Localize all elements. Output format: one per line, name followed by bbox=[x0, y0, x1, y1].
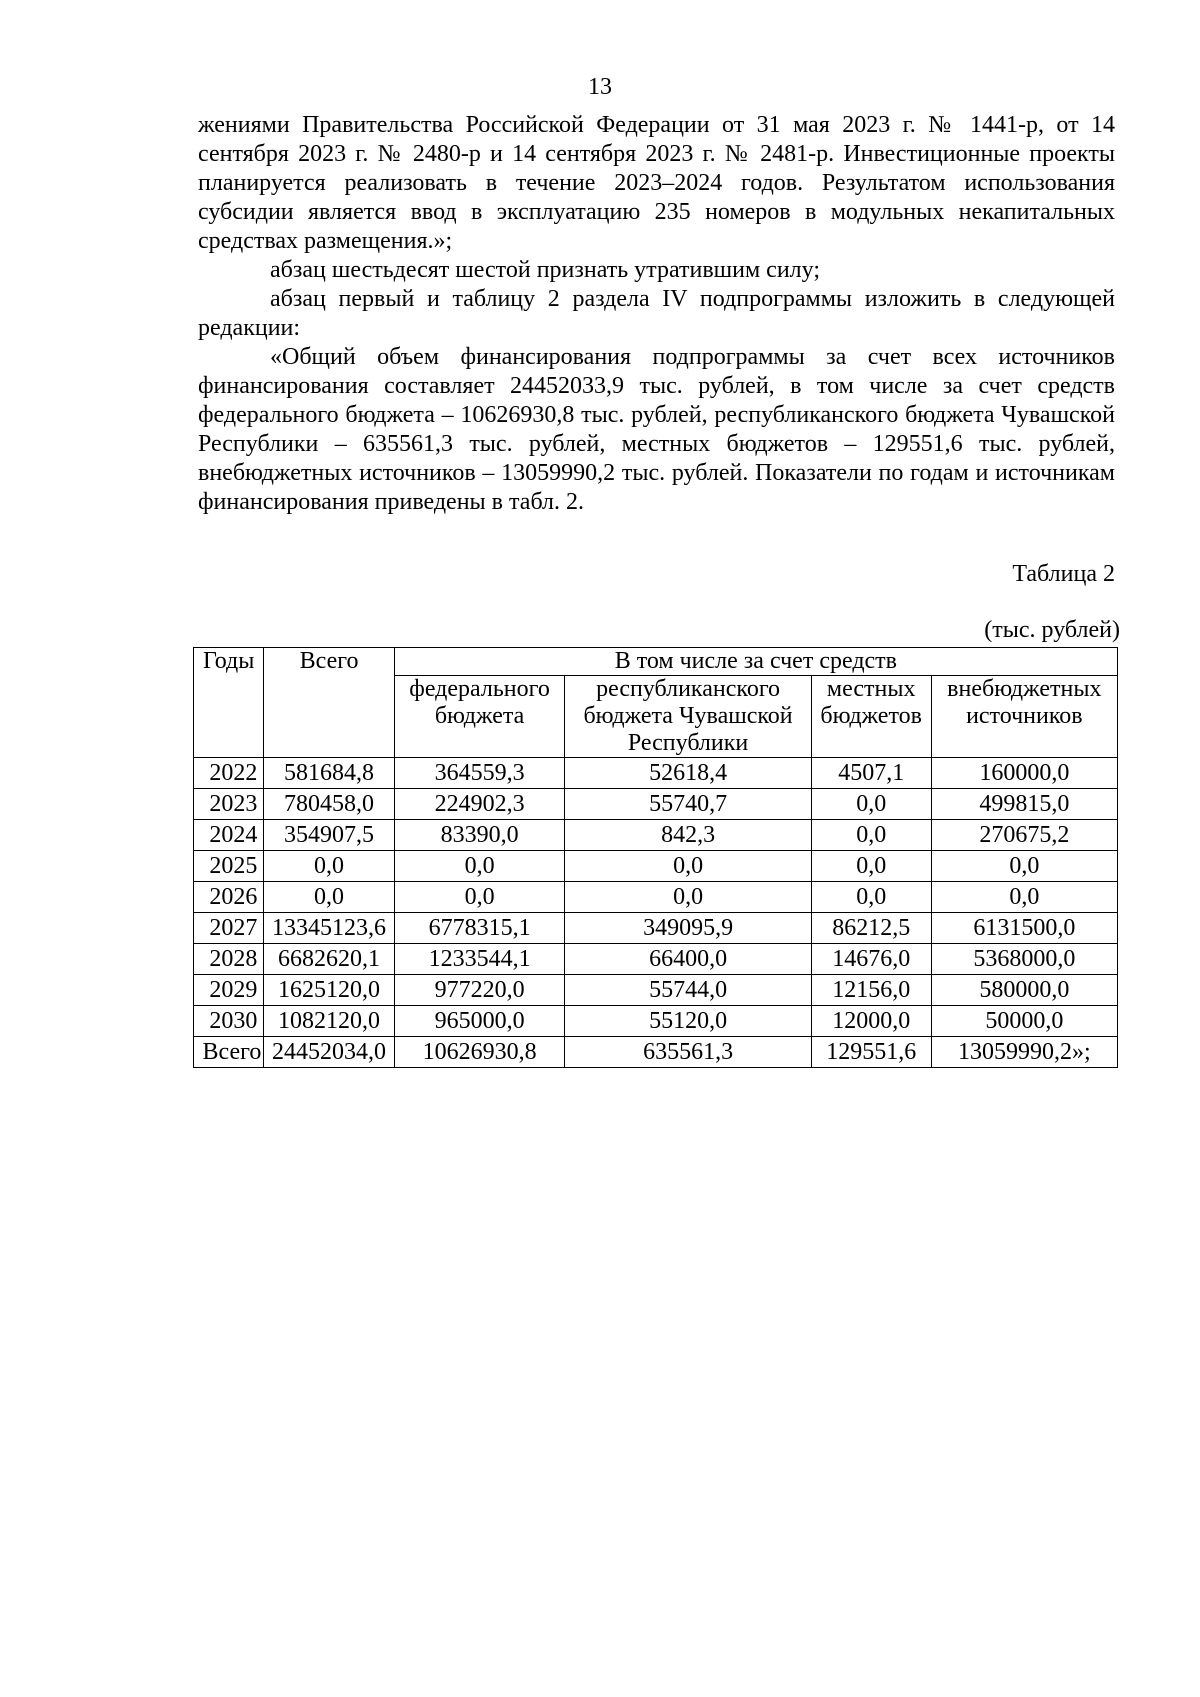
cell-local: 0,0 bbox=[811, 820, 931, 851]
cell-total: 780458,0 bbox=[264, 789, 394, 820]
cell-total: 354907,5 bbox=[264, 820, 394, 851]
cell-year: 2030 bbox=[194, 1006, 264, 1037]
cell-total: 1082120,0 bbox=[264, 1006, 394, 1037]
table-body bbox=[194, 758, 1118, 1068]
table-row bbox=[194, 882, 1118, 913]
paragraph: жениями Правительства Российской Федерации от 31 мая 2023 г. № 1441-р, от 14 сентября 2023 г. № 2480-р и 14 сентября 2023 г. № 2481-р. Инвестиционные проекты планируется реализовать в течение 2023–2024 годов. Результатом использования субсидии является ввод в эксплуатацию 235 номеров в модульных некапитальных средствах размещения.»; bbox=[198, 112, 1115, 254]
cell-federal: 1233544,1 bbox=[394, 944, 565, 975]
cell-year: 2024 bbox=[194, 820, 264, 851]
header-federal: федерального бюджета bbox=[394, 676, 565, 758]
cell-local: 4507,1 bbox=[811, 758, 931, 789]
header-funding-group: В том числе за счет средств bbox=[394, 648, 1117, 676]
cell-year: 2022 bbox=[194, 758, 264, 789]
cell-federal: 83390,0 bbox=[394, 820, 565, 851]
paragraph: абзац первый и таблицу 2 раздела IV подпрограммы изложить в следующей редакции: bbox=[198, 286, 1115, 341]
financing-table bbox=[193, 647, 1118, 1068]
cell-republic: 0,0 bbox=[565, 882, 811, 913]
table-row bbox=[194, 851, 1118, 882]
cell-year: 2027 bbox=[194, 913, 264, 944]
cell-federal: 6778315,1 bbox=[394, 913, 565, 944]
table-row bbox=[194, 1037, 1118, 1068]
cell-year: 2025 bbox=[194, 851, 264, 882]
cell-federal: 977220,0 bbox=[394, 975, 565, 1006]
cell-republic: 52618,4 bbox=[565, 758, 811, 789]
header-republic: республиканского бюджета Чувашской Республики bbox=[565, 676, 811, 758]
cell-total: 581684,8 bbox=[264, 758, 394, 789]
cell-federal: 965000,0 bbox=[394, 1006, 565, 1037]
header-years: Годы bbox=[194, 648, 264, 758]
cell-federal: 0,0 bbox=[394, 851, 565, 882]
cell-republic: 842,3 bbox=[565, 820, 811, 851]
cell-year: 2023 bbox=[194, 789, 264, 820]
table-row bbox=[194, 820, 1118, 851]
paragraph: «Общий объем финансирования подпрограммы за счет всех источников финансирования составляет 24452033,9 тыс. рублей, в том числе за счет средств федерального бюджета – 10626930,8 тыс. рублей, республиканского бюджета Чувашской Республики – 635561,3 тыс. рублей, местных бюджетов – 129551,6 тыс. рублей, внебюджетных источников – 13059990,2 тыс. рублей. Показатели по годам и источникам финансирования приведены в табл. 2. bbox=[198, 344, 1115, 515]
cell-year: 2026 bbox=[194, 882, 264, 913]
body-text bbox=[198, 111, 1115, 517]
cell-extra: 499815,0 bbox=[931, 789, 1117, 820]
cell-republic: 66400,0 bbox=[565, 944, 811, 975]
cell-federal: 364559,3 bbox=[394, 758, 565, 789]
cell-republic: 55120,0 bbox=[565, 1006, 811, 1037]
table-row bbox=[194, 944, 1118, 975]
cell-local: 0,0 bbox=[811, 789, 931, 820]
cell-total: 6682620,1 bbox=[264, 944, 394, 975]
cell-local: 0,0 bbox=[811, 851, 931, 882]
cell-total: 0,0 bbox=[264, 851, 394, 882]
header-extra: внебюджетных источников bbox=[931, 676, 1117, 758]
cell-republic: 349095,9 bbox=[565, 913, 811, 944]
cell-year: Всего bbox=[194, 1037, 264, 1068]
cell-extra: 0,0 bbox=[931, 882, 1117, 913]
header-total: Всего bbox=[264, 648, 394, 758]
cell-extra: 13059990,2»; bbox=[931, 1037, 1117, 1068]
table-row bbox=[194, 913, 1118, 944]
cell-total: 1625120,0 bbox=[264, 975, 394, 1006]
cell-local: 86212,5 bbox=[811, 913, 931, 944]
cell-federal: 224902,3 bbox=[394, 789, 565, 820]
cell-year: 2028 bbox=[194, 944, 264, 975]
cell-extra: 0,0 bbox=[931, 851, 1117, 882]
cell-year: 2029 bbox=[194, 975, 264, 1006]
cell-local: 12000,0 bbox=[811, 1006, 931, 1037]
cell-total: 24452034,0 bbox=[264, 1037, 394, 1068]
cell-extra: 6131500,0 bbox=[931, 913, 1117, 944]
table-row bbox=[194, 1006, 1118, 1037]
cell-federal: 0,0 bbox=[394, 882, 565, 913]
cell-republic: 0,0 bbox=[565, 851, 811, 882]
cell-republic: 55744,0 bbox=[565, 975, 811, 1006]
paragraph: абзац шестьдесят шестой признать утратившим силу; bbox=[270, 257, 820, 283]
cell-republic: 635561,3 bbox=[565, 1037, 811, 1068]
table-row bbox=[194, 758, 1118, 789]
cell-extra: 580000,0 bbox=[931, 975, 1117, 1006]
cell-total: 13345123,6 bbox=[264, 913, 394, 944]
table-caption: Таблица 2 bbox=[1012, 561, 1115, 587]
cell-total: 0,0 bbox=[264, 882, 394, 913]
cell-local: 14676,0 bbox=[811, 944, 931, 975]
cell-federal: 10626930,8 bbox=[394, 1037, 565, 1068]
table-row bbox=[194, 789, 1118, 820]
cell-extra: 5368000,0 bbox=[931, 944, 1117, 975]
header-local: местных бюджетов bbox=[811, 676, 931, 758]
cell-extra: 160000,0 bbox=[931, 758, 1117, 789]
table-row bbox=[194, 975, 1118, 1006]
units-label: (тыс. рублей) bbox=[984, 617, 1120, 643]
cell-extra: 270675,2 bbox=[931, 820, 1117, 851]
cell-republic: 55740,7 bbox=[565, 789, 811, 820]
cell-local: 0,0 bbox=[811, 882, 931, 913]
cell-extra: 50000,0 bbox=[931, 1006, 1117, 1037]
cell-local: 12156,0 bbox=[811, 975, 931, 1006]
cell-local: 129551,6 bbox=[811, 1037, 931, 1068]
page-number: 13 bbox=[588, 74, 612, 100]
